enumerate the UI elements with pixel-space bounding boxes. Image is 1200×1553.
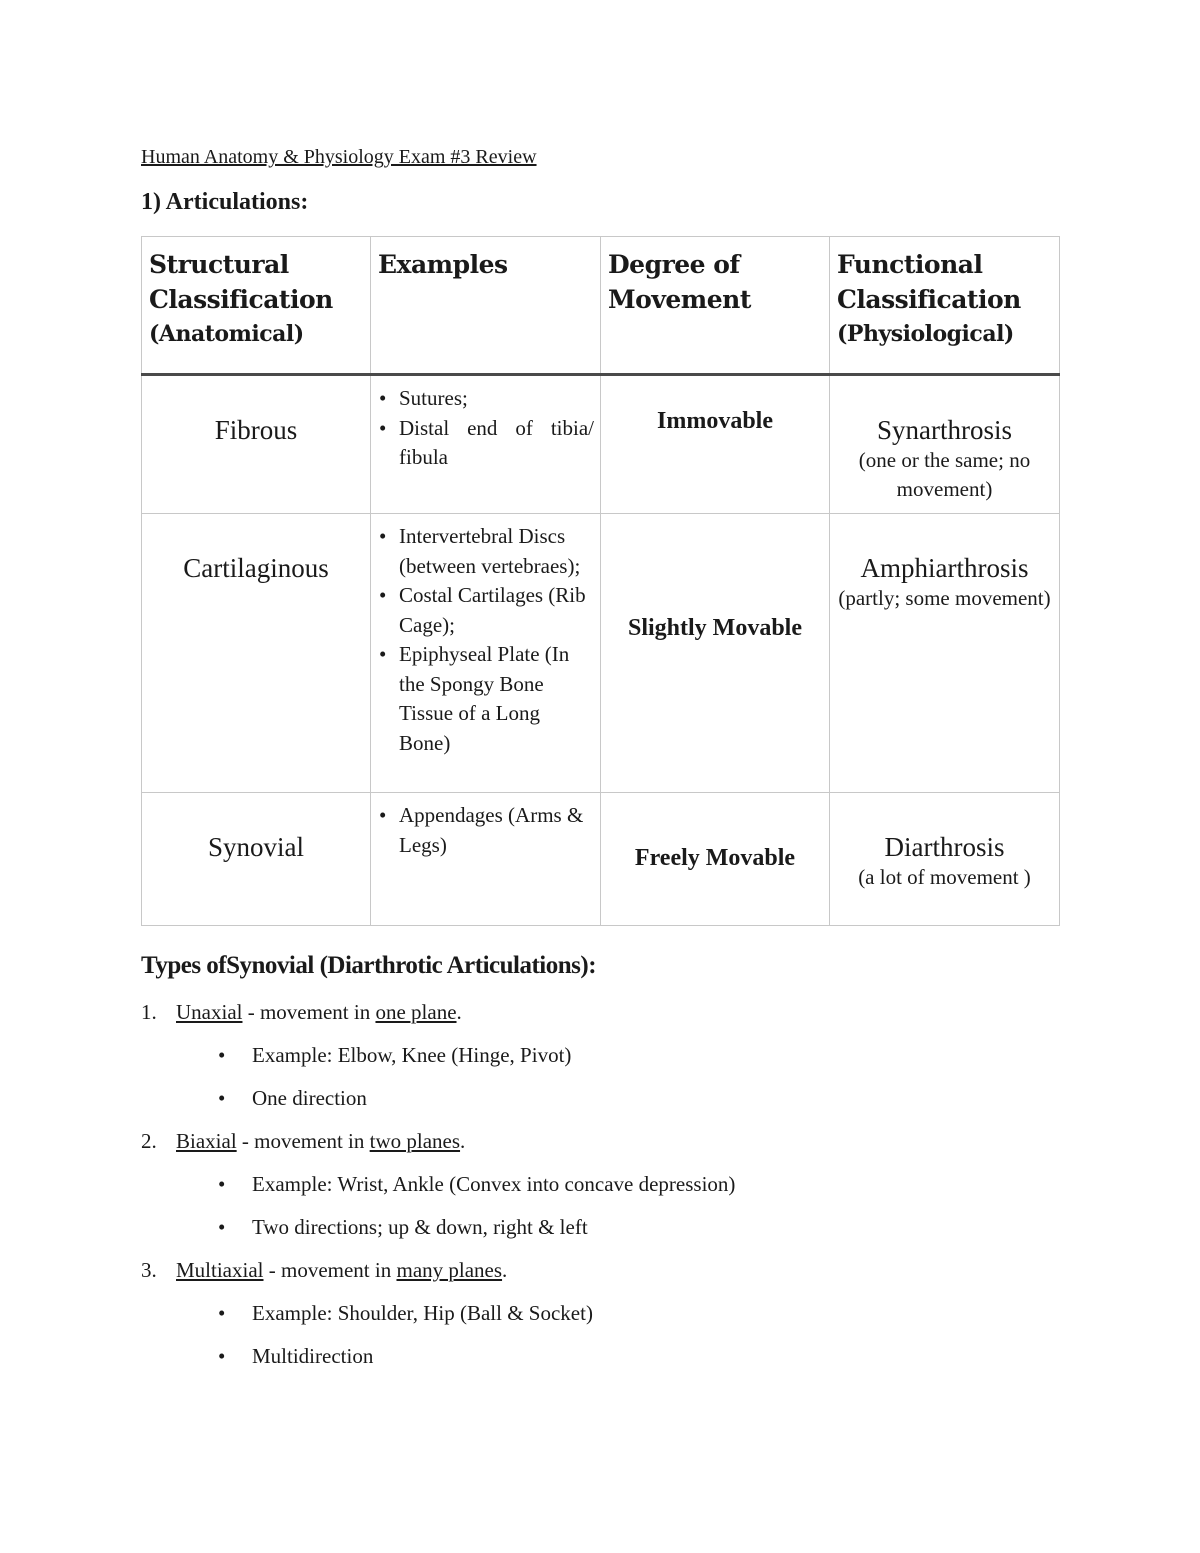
bullet-icon: • (218, 1215, 226, 1239)
list-item (379, 414, 594, 473)
functional-cell (830, 375, 1060, 514)
functional-name: Diarthrosis (884, 832, 1005, 862)
example-text: Intervertebral Discs (between vertebraes); (399, 524, 581, 578)
item-text (176, 997, 462, 1027)
sub-list-item (141, 1040, 1061, 1070)
item-number: 2. (141, 1129, 157, 1153)
item-end: . (460, 1129, 466, 1153)
sub-item-text: Example: Shoulder, Hip (Ball & Socket) (252, 1301, 593, 1325)
sub-item-text: Two directions; up & down, right & left (252, 1215, 588, 1239)
sub-item-text: Example: Elbow, Knee (Hinge, Pivot) (252, 1043, 572, 1067)
bullet-icon: • (379, 642, 387, 666)
item-mid: - movement in (242, 1000, 376, 1024)
example-text: Distal end of tibia/ fibula (399, 415, 594, 469)
list-item (141, 997, 1061, 1027)
degree-cell: Immovable (601, 375, 830, 514)
header-structural-label: Structural Classification (149, 250, 333, 314)
header-examples (371, 237, 601, 375)
plane-name: many planes (396, 1258, 503, 1282)
item-number: 3. (141, 1258, 157, 1282)
sub-item-text: Multidirection (252, 1344, 374, 1368)
bullet-icon: • (218, 1043, 226, 1067)
example-text: Costal Cartilages (Rib Cage); (399, 583, 586, 637)
sub-list-item (141, 1169, 1061, 1199)
examples-list (371, 514, 600, 758)
example-text: Epiphyseal Plate (In the Spongy Bone Tissue of a Long Bone) (399, 642, 570, 755)
sub-list-item (141, 1083, 1061, 1113)
list-item (379, 640, 594, 758)
document-title: Human Anatomy & Physiology Exam #3 Review (141, 146, 537, 168)
types-list (141, 997, 1061, 1371)
sub-list-item (141, 1298, 1061, 1328)
item-mid: - movement in (263, 1258, 397, 1282)
examples-list (371, 376, 600, 473)
header-functional-label: Functional Classification (837, 250, 1021, 314)
header-functional (830, 237, 1060, 375)
table-row (142, 793, 1060, 926)
item-number: 1. (141, 1000, 157, 1024)
sub-list-item (141, 1341, 1061, 1371)
examples-cell (371, 375, 601, 514)
functional-name: Amphiarthrosis (860, 553, 1029, 583)
axis-name: Multiaxial (176, 1258, 264, 1282)
plane-name: one plane (375, 1000, 457, 1024)
bullet-icon: • (379, 583, 387, 607)
header-examples-label: Examples (378, 250, 508, 279)
degree-cell: Freely Movable (601, 793, 830, 926)
functional-desc: (partly; some movement) (838, 586, 1051, 610)
functional-cell (830, 793, 1060, 926)
functional-desc: (one or the same; no movement) (858, 448, 1031, 501)
list-item (141, 1126, 1061, 1156)
item-end: . (502, 1258, 508, 1282)
examples-cell (371, 514, 601, 793)
table-header-row (142, 237, 1060, 375)
structural-cell: Synovial (142, 793, 371, 926)
bullet-icon: • (218, 1301, 226, 1325)
bullet-icon: • (379, 524, 387, 548)
table-row (142, 375, 1060, 514)
degree-cell: Slightly Movable (601, 514, 830, 793)
example-text: Sutures; (399, 386, 468, 410)
axis-name: Unaxial (176, 1000, 243, 1024)
functional-cell (830, 514, 1060, 793)
list-item (379, 801, 594, 860)
plane-name: two planes (369, 1129, 461, 1153)
axis-name: Biaxial (176, 1129, 237, 1153)
document-page (141, 140, 1061, 1371)
item-text (176, 1126, 465, 1156)
bullet-icon: • (218, 1344, 226, 1368)
sub-list-item (141, 1212, 1061, 1242)
sub-item-text: Example: Wrist, Ankle (Convex into concave depression) (252, 1172, 736, 1196)
section-title: 1) Articulations: (141, 189, 309, 215)
table-row (142, 514, 1060, 793)
structural-cell: Cartilaginous (142, 514, 371, 793)
bullet-icon: • (379, 415, 387, 440)
examples-cell (371, 793, 601, 926)
item-mid: - movement in (236, 1129, 370, 1153)
articulations-table (141, 236, 1060, 926)
list-item (141, 1255, 1061, 1285)
header-structural-sub: (Anatomical) (149, 321, 304, 347)
item-end: . (456, 1000, 462, 1024)
list-item (379, 581, 594, 640)
item-text (176, 1255, 507, 1285)
examples-list (371, 793, 600, 860)
list-item (379, 384, 594, 414)
header-structural (142, 237, 371, 375)
bullet-icon: • (379, 803, 387, 827)
example-text: Appendages (Arms & Legs) (399, 803, 584, 857)
header-degree (601, 237, 830, 375)
bullet-icon: • (218, 1086, 226, 1110)
sub-item-text: One direction (252, 1086, 367, 1110)
bullet-icon: • (218, 1172, 226, 1196)
header-degree-label: Degree of Movement (608, 250, 751, 314)
bullet-icon: • (379, 386, 387, 410)
types-title: Types ofSynovial (Diarthrotic Articulations): (141, 952, 597, 979)
structural-cell: Fibrous (142, 375, 371, 514)
functional-desc: (a lot of movement ) (858, 865, 1031, 889)
list-item (379, 522, 594, 581)
functional-name: Synarthrosis (877, 415, 1012, 445)
header-functional-sub: (Physiological) (837, 321, 1014, 347)
